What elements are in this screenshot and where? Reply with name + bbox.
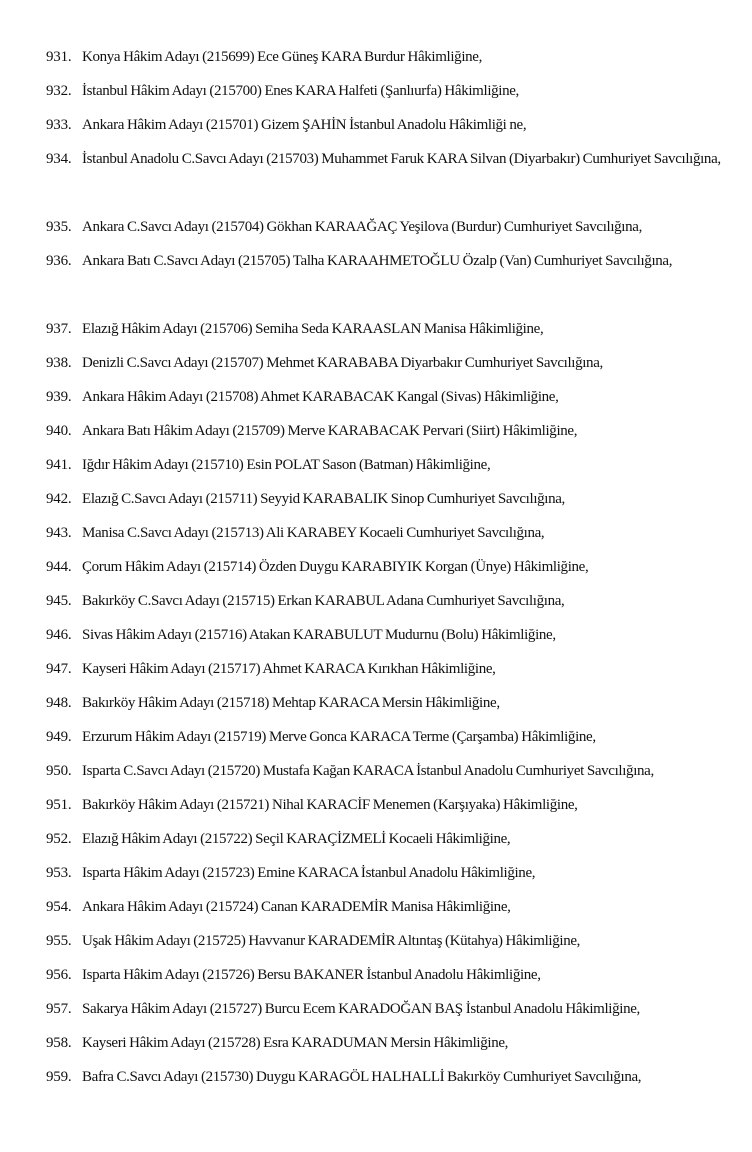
- entry-number: 947.: [46, 661, 72, 677]
- entry-number: 959.: [46, 1069, 72, 1085]
- entry-text: Sakarya Hâkim Adayı (215727) Burcu Ecem KARADOĞAN BAŞ İstanbul Anadolu Hâkimliğine,: [82, 1001, 640, 1017]
- entry-text: Sivas Hâkim Adayı (215716) Atakan KARABULUT Mudurnu (Bolu) Hâkimliğine,: [82, 627, 556, 643]
- list-item: [0, 244, 752, 312]
- entry-number: 958.: [46, 1035, 72, 1051]
- entry-text: Ankara C.Savcı Adayı (215704) Gökhan KARAAĞAÇ Yeşilova (Burdur) Cumhuriyet Savcılığına,: [82, 219, 642, 235]
- list-item: [0, 380, 752, 414]
- entry-text: Elazığ Hâkim Adayı (215722) Seçil KARAÇİZMELİ Kocaeli Hâkimliğine,: [82, 831, 511, 847]
- list-item: [0, 652, 752, 686]
- list-item: [0, 210, 752, 244]
- entry-text: Konya Hâkim Adayı (215699) Ece Güneş KARA Burdur Hâkimliğine,: [82, 49, 482, 65]
- list-item: [0, 1026, 752, 1060]
- entry-number: 931.: [46, 49, 72, 65]
- list-item: [0, 890, 752, 924]
- list-item: [0, 856, 752, 890]
- list-item: [0, 924, 752, 958]
- list-item: [0, 482, 752, 516]
- entry-text: Isparta Hâkim Adayı (215723) Emine KARACA İstanbul Anadolu Hâkimliğine,: [82, 865, 536, 881]
- list-item: [0, 346, 752, 380]
- list-item: [0, 74, 752, 108]
- list-item: [0, 108, 752, 142]
- entry-number: 952.: [46, 831, 72, 847]
- entry-number: 955.: [46, 933, 72, 949]
- entry-text: İstanbul Hâkim Adayı (215700) Enes KARA Halfeti (Şanlıurfa) Hâkimliğine,: [82, 83, 519, 99]
- appointment-list: [0, 40, 752, 1094]
- entry-text: Kayseri Hâkim Adayı (215717) Ahmet KARACA Kırıkhan Hâkimliğine,: [82, 661, 496, 677]
- entry-text: Bafra C.Savcı Adayı (215730) Duygu KARAGÖL HALHALLİ Bakırköy Cumhuriyet Savcılığına,: [82, 1069, 642, 1085]
- list-item: [0, 822, 752, 856]
- entry-text: Ankara Hâkim Adayı (215701) Gizem ŞAHİN İstanbul Anadolu Hâkimliği ne,: [82, 117, 527, 133]
- list-item: [0, 414, 752, 448]
- entry-number: 944.: [46, 559, 72, 575]
- entry-text: Bakırköy Hâkim Adayı (215718) Mehtap KARACA Mersin Hâkimliğine,: [82, 695, 500, 711]
- entry-text: Erzurum Hâkim Adayı (215719) Merve Gonca KARACA Terme (Çarşamba) Hâkimliğine,: [82, 729, 596, 745]
- list-item: [0, 720, 752, 754]
- entry-text: Ankara Batı Hâkim Adayı (215709) Merve KARABACAK Pervari (Siirt) Hâkimliğine,: [82, 423, 578, 439]
- entry-number: 945.: [46, 593, 72, 609]
- list-item: [0, 686, 752, 720]
- entry-number: 950.: [46, 763, 72, 779]
- entry-text: Çorum Hâkim Adayı (215714) Özden Duygu KARABIYIK Korgan (Ünye) Hâkimliğine,: [82, 559, 589, 575]
- entry-text: Iğdır Hâkim Adayı (215710) Esin POLAT Sason (Batman) Hâkimliğine,: [82, 457, 491, 473]
- entry-text: Elazığ Hâkim Adayı (215706) Semiha Seda KARAASLAN Manisa Hâkimliğine,: [82, 321, 544, 337]
- entry-number: 934.: [46, 151, 72, 167]
- list-item: [0, 516, 752, 550]
- entry-number: 948.: [46, 695, 72, 711]
- entry-number: 956.: [46, 967, 72, 983]
- list-item: [0, 550, 752, 584]
- entry-number: 932.: [46, 83, 72, 99]
- entry-text: Bakırköy C.Savcı Adayı (215715) Erkan KARABUL Adana Cumhuriyet Savcılığına,: [82, 593, 565, 609]
- entry-number: 954.: [46, 899, 72, 915]
- entry-text: Uşak Hâkim Adayı (215725) Havvanur KARADEMİR Altıntaş (Kütahya) Hâkimliğine,: [82, 933, 581, 949]
- entry-text: Kayseri Hâkim Adayı (215728) Esra KARADUMAN Mersin Hâkimliğine,: [82, 1035, 509, 1051]
- entry-text: Ankara Batı C.Savcı Adayı (215705) Talha KARAAHMETOĞLU Özalp (Van) Cumhuriyet Savcılığına,: [82, 253, 673, 269]
- entry-number: 938.: [46, 355, 72, 371]
- entry-number: 946.: [46, 627, 72, 643]
- entry-number: 936.: [46, 253, 72, 269]
- entry-text: Ankara Hâkim Adayı (215708) Ahmet KARABACAK Kangal (Sivas) Hâkimliğine,: [82, 389, 559, 405]
- entry-number: 953.: [46, 865, 72, 881]
- entry-text: Ankara Hâkim Adayı (215724) Canan KARADEMİR Manisa Hâkimliğine,: [82, 899, 511, 915]
- list-item: [0, 584, 752, 618]
- list-item: [0, 992, 752, 1026]
- entry-text: Isparta Hâkim Adayı (215726) Bersu BAKANER İstanbul Anadolu Hâkimliğine,: [82, 967, 541, 983]
- entry-text: Denizli C.Savcı Adayı (215707) Mehmet KARABABA Diyarbakır Cumhuriyet Savcılığına,: [82, 355, 603, 371]
- list-item: [0, 958, 752, 992]
- list-item: [0, 40, 752, 74]
- list-item: [0, 1060, 752, 1094]
- entry-number: 941.: [46, 457, 72, 473]
- entry-number: 940.: [46, 423, 72, 439]
- list-item: [0, 788, 752, 822]
- entry-number: 933.: [46, 117, 72, 133]
- list-item: [0, 754, 752, 788]
- entry-number: 943.: [46, 525, 72, 541]
- entry-number: 935.: [46, 219, 72, 235]
- entry-text: Elazığ C.Savcı Adayı (215711) Seyyid KARABALIK Sinop Cumhuriyet Savcılığına,: [82, 491, 565, 507]
- list-item: [0, 142, 752, 210]
- entry-number: 937.: [46, 321, 72, 337]
- entry-text: İstanbul Anadolu C.Savcı Adayı (215703) Muhammet Faruk KARA Silvan (Diyarbakır) Cumhuriyet Savcılığına,: [82, 151, 721, 167]
- list-item: [0, 618, 752, 652]
- entry-text: Manisa C.Savcı Adayı (215713) Ali KARABEY Kocaeli Cumhuriyet Savcılığına,: [82, 525, 545, 541]
- entry-number: 949.: [46, 729, 72, 745]
- entry-text: Isparta C.Savcı Adayı (215720) Mustafa Kağan KARACA İstanbul Anadolu Cumhuriyet Savcılığına,: [82, 763, 654, 779]
- entry-number: 951.: [46, 797, 72, 813]
- entry-number: 942.: [46, 491, 72, 507]
- list-item: [0, 448, 752, 482]
- entry-number: 957.: [46, 1001, 72, 1017]
- list-item: [0, 312, 752, 346]
- entry-text: Bakırköy Hâkim Adayı (215721) Nihal KARACİF Menemen (Karşıyaka) Hâkimliğine,: [82, 797, 578, 813]
- entry-number: 939.: [46, 389, 72, 405]
